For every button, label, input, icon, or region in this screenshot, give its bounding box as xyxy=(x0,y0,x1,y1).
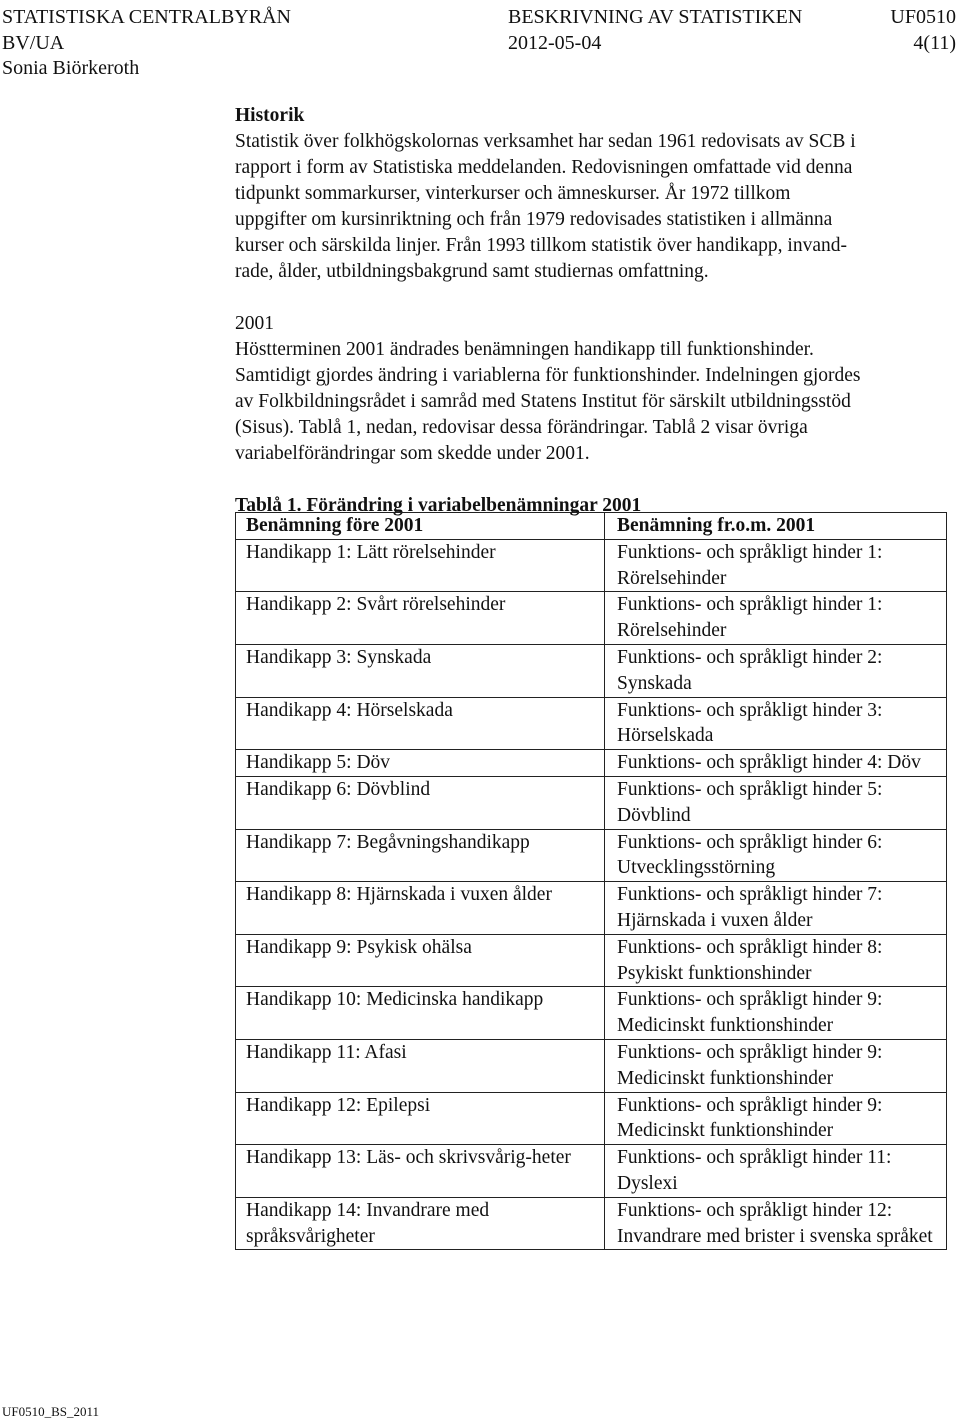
table-header-row xyxy=(236,513,947,540)
table-row xyxy=(236,539,947,592)
header-author: Sonia Biörkeroth xyxy=(2,57,140,79)
history-line: uppgifter om kursinriktning och från 1979 redovisades statistiken i allmänna xyxy=(235,209,833,230)
cell-before: Handikapp 12: Epilepsi xyxy=(236,1092,605,1145)
table-row xyxy=(236,697,947,750)
table-row xyxy=(236,1145,947,1198)
cell-after: Funktions- och språkligt hinder 4: Döv xyxy=(605,750,947,777)
section-2001-line: variabelförändringar som skedde under 2001. xyxy=(235,443,590,464)
cell-after: Funktions- och språkligt hinder 1: Rörelsehinder xyxy=(605,539,947,592)
table-row xyxy=(236,1092,947,1145)
section-2001-paragraph xyxy=(235,337,947,467)
section-2001-heading: 2001 xyxy=(235,313,274,334)
cell-before: Handikapp 11: Afasi xyxy=(236,1039,605,1092)
section-2001-line: Samtidigt gjordes ändring i variablerna för funktionshinder. Indelningen gjordes xyxy=(235,365,861,386)
document-body xyxy=(235,103,947,519)
table-row xyxy=(236,750,947,777)
header-date: 2012-05-04 xyxy=(508,32,602,54)
history-line: Statistik över folkhögskolornas verksamhet har sedan 1961 redovisats av SCB i xyxy=(235,131,856,152)
cell-before: Handikapp 9: Psykisk ohälsa xyxy=(236,934,605,987)
cell-after: Funktions- och språkligt hinder 3: Hörselskada xyxy=(605,697,947,750)
cell-before: Handikapp 10: Medicinska handikapp xyxy=(236,987,605,1040)
cell-before: Handikapp 5: Döv xyxy=(236,750,605,777)
cell-before: Handikapp 2: Svårt rörelsehinder xyxy=(236,592,605,645)
history-paragraph xyxy=(235,129,947,285)
cell-before: Handikapp 14: Invandrare med språksvårigheter xyxy=(236,1197,605,1250)
cell-after: Funktions- och språkligt hinder 9: Medicinskt funktionshinder xyxy=(605,1092,947,1145)
section-2001-line: Höstterminen 2001 ändrades benämningen handikapp till funktionshinder. xyxy=(235,339,814,360)
table-row xyxy=(236,644,947,697)
cell-before: Handikapp 3: Synskada xyxy=(236,644,605,697)
history-line: tidpunkt sommarkurser, vinterkurser och ämneskurser. År 1972 tillkom xyxy=(235,183,791,204)
cell-after: Funktions- och språkligt hinder 11: Dyslexi xyxy=(605,1145,947,1198)
cell-after: Funktions- och språkligt hinder 2: Synskada xyxy=(605,644,947,697)
variable-change-table xyxy=(235,512,947,1250)
cell-after: Funktions- och språkligt hinder 6: Utvecklingsstörning xyxy=(605,829,947,882)
cell-after: Funktions- och språkligt hinder 12: Invandrare med brister i svenska språket xyxy=(605,1197,947,1250)
footer-code: UF0510_BS_2011 xyxy=(2,1404,100,1419)
table-row xyxy=(236,829,947,882)
table-row xyxy=(236,934,947,987)
column-header-after: Benämning fr.o.m. 2001 xyxy=(605,513,947,540)
table-row xyxy=(236,987,947,1040)
table-row xyxy=(236,776,947,829)
section-2001-line: av Folkbildningsrådet i samråd med Statens Institut för särskilt utbildningsstöd xyxy=(235,391,851,412)
cell-before: Handikapp 4: Hörselskada xyxy=(236,697,605,750)
cell-before: Handikapp 8: Hjärnskada i vuxen ålder xyxy=(236,882,605,935)
column-header-before: Benämning före 2001 xyxy=(236,513,605,540)
history-line: rapport i form av Statistiska meddelanden. Redovisningen omfattade vid denna xyxy=(235,157,853,178)
header-org: STATISTISKA CENTRALBYRÅN xyxy=(2,6,291,28)
table-row xyxy=(236,882,947,935)
cell-before: Handikapp 6: Dövblind xyxy=(236,776,605,829)
table-row xyxy=(236,592,947,645)
table-row xyxy=(236,1197,947,1250)
cell-after: Funktions- och språkligt hinder 7: Hjärnskada i vuxen ålder xyxy=(605,882,947,935)
history-line: kurser och särskilda linjer. Från 1993 tillkom statistik över handikapp, invand- xyxy=(235,235,847,256)
cell-after: Funktions- och språkligt hinder 9: Medicinskt funktionshinder xyxy=(605,987,947,1040)
header-unit: BV/UA xyxy=(2,32,65,54)
cell-after: Funktions- och språkligt hinder 1: Rörelsehinder xyxy=(605,592,947,645)
cell-after: Funktions- och språkligt hinder 9: Medicinskt funktionshinder xyxy=(605,1039,947,1092)
table-row xyxy=(236,1039,947,1092)
cell-after: Funktions- och språkligt hinder 5: Dövblind xyxy=(605,776,947,829)
history-heading: Historik xyxy=(235,105,305,126)
header-page-number: 4(11) xyxy=(913,32,956,54)
cell-after: Funktions- och språkligt hinder 8: Psykiskt funktionshinder xyxy=(605,934,947,987)
section-2001-line: (Sisus). Tablå 1, nedan, redovisar dessa förändringar. Tablå 2 visar övriga xyxy=(235,417,808,438)
cell-before: Handikapp 13: Läs- och skrivsvårig-heter xyxy=(236,1145,605,1198)
header-doc-type: BESKRIVNING AV STATISTIKEN xyxy=(508,6,803,28)
cell-before: Handikapp 7: Begåvningshandikapp xyxy=(236,829,605,882)
history-line: rade, ålder, utbildningsbakgrund samt studiernas omfattning. xyxy=(235,261,709,282)
cell-before: Handikapp 1: Lätt rörelsehinder xyxy=(236,539,605,592)
header-doc-code: UF0510 xyxy=(890,6,956,28)
table-title: Tablå 1. Förändring i variabelbenämningar 2001 xyxy=(235,495,642,516)
